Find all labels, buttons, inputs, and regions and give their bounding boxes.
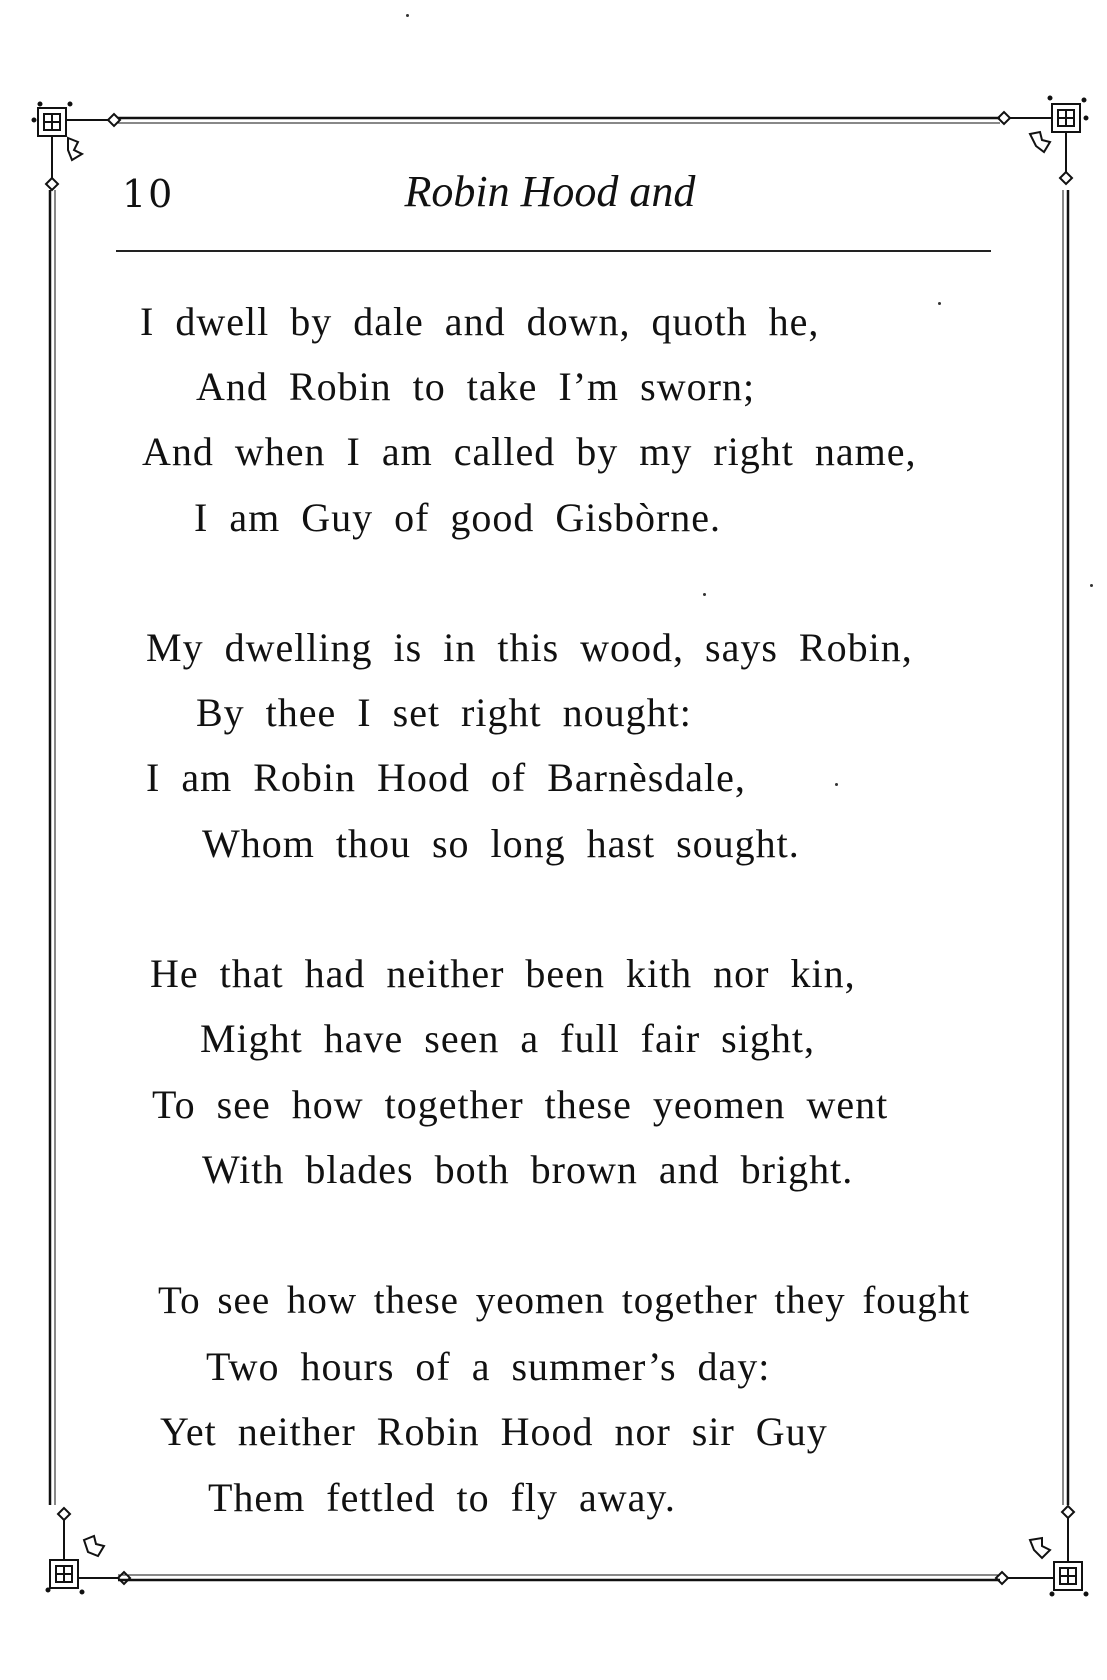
verse-line: He that had neither been kith nor kin, <box>150 951 856 996</box>
print-speck <box>835 783 838 786</box>
verse-line: Might have seen a full fair sight, <box>200 1016 815 1061</box>
verse-line: Yet neither Robin Hood nor sir Guy <box>160 1409 828 1454</box>
verse-line: With blades both brown and bright. <box>202 1147 854 1192</box>
print-speck <box>703 593 706 596</box>
verse-line: Two hours of a summer’s day: <box>206 1344 771 1389</box>
print-speck <box>1090 584 1093 587</box>
verse-line: Whom thou so long hast sought. <box>202 821 800 866</box>
verse-line: I am Guy of good Gisbòrne. <box>194 495 722 540</box>
verse-line: My dwelling is in this wood, says Robin, <box>146 625 913 670</box>
print-speck <box>406 14 409 17</box>
verse-line: I am Robin Hood of Barnèsdale, <box>146 755 746 800</box>
page-number: 10 <box>122 172 175 216</box>
verse-line: To see how together these yeomen went <box>152 1082 889 1127</box>
print-speck <box>938 302 941 305</box>
running-title: Robin Hood and <box>404 167 696 216</box>
verse-line: And Robin to take I’m sworn; <box>196 364 756 409</box>
verse-line: To see how these yeomen together they fought <box>158 1279 971 1322</box>
verse-line: Them fettled to fly away. <box>208 1475 676 1520</box>
verse-line: And when I am called by my right name, <box>142 429 917 474</box>
verse-line: I dwell by dale and down, quoth he, <box>140 299 820 344</box>
verse-line: By thee I set right nought: <box>196 690 692 735</box>
